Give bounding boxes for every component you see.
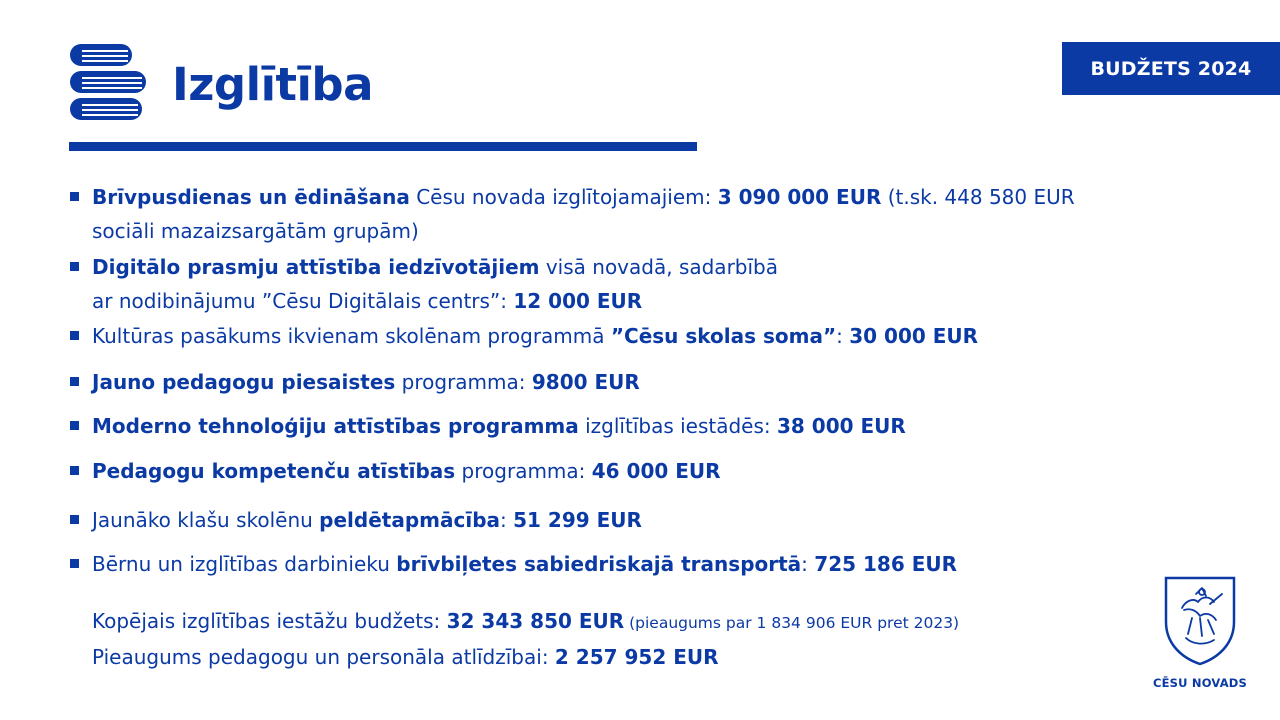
item-text: izglītības iestādēs: bbox=[578, 414, 777, 438]
bullet-square bbox=[70, 262, 79, 271]
books-stack-icon bbox=[70, 44, 146, 120]
list-item bbox=[70, 365, 1080, 399]
item-amount: 38 000 EUR bbox=[777, 414, 906, 438]
item-text: programma: bbox=[455, 459, 592, 483]
bullet-square bbox=[70, 192, 79, 201]
item-text: visā novadā, sadarbībā bbox=[539, 255, 778, 279]
item-amount: 46 000 EUR bbox=[591, 459, 721, 483]
item-amount: 30 000 EUR bbox=[849, 324, 979, 348]
item-amount: 725 186 EUR bbox=[814, 552, 958, 576]
bullet-square bbox=[70, 421, 79, 430]
list-item bbox=[70, 250, 1080, 318]
summary-line-salary bbox=[92, 640, 959, 674]
summary-line-total bbox=[92, 604, 959, 640]
item-amount: 51 299 EUR bbox=[513, 508, 642, 532]
item-text: programma: bbox=[395, 370, 532, 394]
item-title: Jauno pedagogu piesaistes bbox=[92, 370, 396, 394]
item-title: brīvbiļetes sabiedriskajā transportā bbox=[396, 552, 802, 576]
item-amount: 3 090 000 EUR bbox=[717, 185, 882, 209]
item-title: ”Cēsu skolas soma” bbox=[610, 324, 837, 348]
item-separator: : bbox=[801, 552, 815, 576]
bullet-square bbox=[70, 515, 79, 524]
list-item bbox=[70, 180, 1080, 248]
bullet-square bbox=[70, 559, 79, 568]
item-note: (t.sk. 448 580 EUR bbox=[881, 185, 1075, 209]
item-separator: : bbox=[500, 508, 514, 532]
item-title: peldētapmācība bbox=[319, 508, 501, 532]
list-item bbox=[70, 409, 1080, 443]
budget-summary bbox=[92, 604, 959, 674]
budget-year-badge: BUDŽETS 2024 bbox=[1062, 42, 1280, 95]
item-amount: 12 000 EUR bbox=[513, 289, 643, 313]
title-underline bbox=[69, 142, 697, 151]
summary-total-label: Kopējais izglītības iestāžu budžets: bbox=[92, 609, 447, 633]
item-text: Bērnu un izglītības darbinieku bbox=[92, 552, 397, 576]
item-title: Digitālo prasmju attīstība iedzīvotājiem bbox=[92, 255, 540, 279]
item-text: Jaunāko klašu skolēnu bbox=[92, 508, 320, 532]
item-title: Moderno tehnoloģiju attīstības programma bbox=[92, 414, 579, 438]
cesu-novads-logo bbox=[1150, 574, 1250, 690]
logo-text: CĒSU NOVADS bbox=[1152, 676, 1248, 690]
bullet-square bbox=[70, 331, 79, 340]
item-title: Pedagogu kompetenču atīstības bbox=[92, 459, 456, 483]
list-item bbox=[70, 319, 1080, 353]
summary-salary-amount: 2 257 952 EUR bbox=[554, 645, 719, 669]
item-text: Kultūras pasākums ikvienam skolēnam programmā bbox=[92, 324, 611, 348]
list-item bbox=[70, 547, 1080, 581]
summary-total-amount: 32 343 850 EUR bbox=[446, 609, 625, 633]
bullet-square bbox=[70, 377, 79, 386]
summary-salary-label: Pieaugums pedagogu un personāla atlīdzībai: bbox=[92, 645, 555, 669]
item-text-line2: ar nodibinājumu ”Cēsu Digitālais centrs”: bbox=[92, 289, 514, 313]
item-title: Brīvpusdienas un ēdināšana bbox=[92, 185, 410, 209]
list-item bbox=[70, 454, 1080, 488]
item-text: Cēsu novada izglītojamajiem: bbox=[409, 185, 718, 209]
item-text-line2: sociāli mazaizsargātām grupām) bbox=[92, 219, 419, 243]
list-item bbox=[70, 503, 1080, 537]
bullet-square bbox=[70, 466, 79, 475]
summary-total-note: (pieaugums par 1 834 906 EUR pret 2023) bbox=[624, 614, 960, 632]
item-separator: : bbox=[836, 324, 850, 348]
item-amount: 9800 EUR bbox=[531, 370, 640, 394]
cesu-coat-of-arms-icon bbox=[1162, 574, 1238, 666]
page-title: Izglītība bbox=[172, 58, 374, 111]
